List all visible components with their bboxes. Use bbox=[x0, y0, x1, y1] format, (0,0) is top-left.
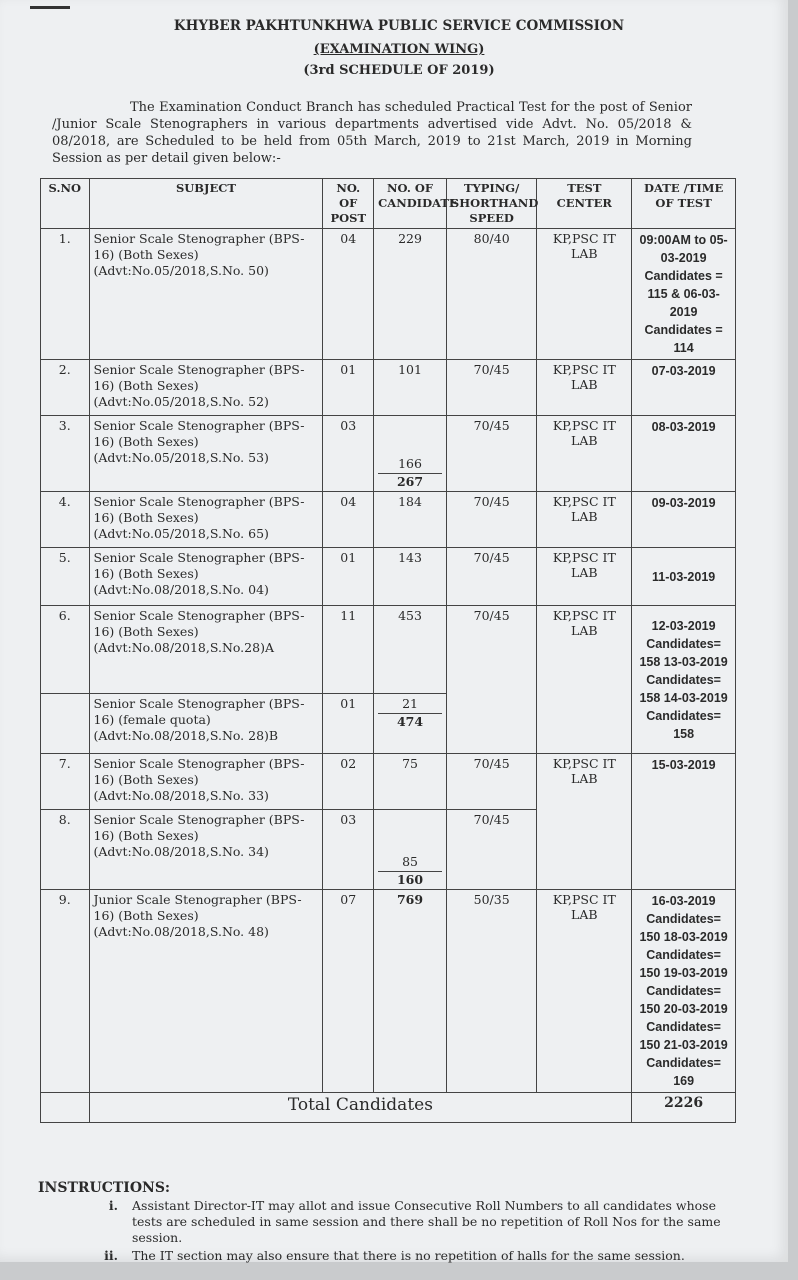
row-candidates: 229 bbox=[374, 229, 447, 360]
group-subtotal: 474 bbox=[378, 713, 442, 729]
row-sno: 3. bbox=[41, 416, 90, 492]
row-subject: Senior Scale Stenographer (BPS-16) (Both Sexes) (Advt:No.08/2018,S.No. 04) bbox=[89, 548, 323, 606]
row-subject: Senior Scale Stenographer (BPS-16) (Both Sexes) (Advt:No.05/2018,S.No. 53) bbox=[89, 416, 323, 492]
row-date: 08-03-2019 bbox=[632, 416, 736, 492]
col-header-candidates: NO. OF CANDIDATE bbox=[374, 179, 447, 229]
row-date: 12-03-2019 Candidates= 158 13-03-2019 Candidates= 158 14-03-2019 Candidates= 158 bbox=[632, 606, 736, 754]
row-subject: Senior Scale Stenographer (BPS-16) (Both Sexes) (Advt:No.08/2018,S.No.28)A bbox=[89, 606, 323, 694]
row-candidates bbox=[374, 810, 447, 890]
row-speed: 70/45 bbox=[446, 548, 536, 606]
row-speed: 50/35 bbox=[446, 890, 536, 1093]
row-date: 16-03-2019 Candidates= 150 18-03-2019 Candidates= 150 19-03-2019 Candidates= 150 20-03-2019 Candidates= 150 21-03-2019 Candidates= 169 bbox=[632, 890, 736, 1093]
row-candidates: 101 bbox=[374, 360, 447, 416]
row-posts: 02 bbox=[323, 754, 374, 810]
table-row bbox=[41, 890, 736, 1093]
org-title: KHYBER PAKHTUNKHWA PUBLIC SERVICE COMMISSION bbox=[173, 18, 625, 34]
row-speed: 70/45 bbox=[446, 360, 536, 416]
intro-text: The Examination Conduct Branch has scheduled Practical Test for the post of Senior /Junior Scale Stenographers in various departments advertised vide Advt. No. 05/2018 & 08/2018, are Scheduled to be held from 05th March, 2019 to 21st March, 2019 in Morning Session as per detail given below:- bbox=[52, 100, 692, 166]
table-row bbox=[41, 229, 736, 360]
row-sno bbox=[41, 694, 90, 754]
col-header-posts: NO. OF POST bbox=[323, 179, 374, 229]
row-center: KP,PSC IT LAB bbox=[537, 890, 632, 1093]
row-subject: Senior Scale Stenographer (BPS-16) (female quota) (Advt:No.08/2018,S.No. 28)B bbox=[89, 694, 323, 754]
total-spacer bbox=[41, 1093, 90, 1123]
row-posts: 11 bbox=[323, 606, 374, 694]
row-speed: 70/45 bbox=[446, 416, 536, 492]
row-center: KP,PSC IT LAB bbox=[537, 606, 632, 754]
row-candidates: 143 bbox=[374, 548, 447, 606]
row-center: KP,PSC IT LAB bbox=[537, 416, 632, 492]
group-subtotal: 267 bbox=[378, 473, 442, 489]
row-date: 09:00AM to 05-03-2019 Candidates = 115 & 06-03-2019 Candidates = 114 bbox=[632, 229, 736, 360]
row-sno: 5. bbox=[41, 548, 90, 606]
instructions bbox=[38, 1180, 738, 1264]
row-center: KP,PSC IT LAB bbox=[537, 229, 632, 360]
row-center: KP,PSC IT LAB bbox=[537, 754, 632, 890]
row-posts: 04 bbox=[323, 492, 374, 548]
row-subject: Senior Scale Stenographer (BPS-16) (Both Sexes) (Advt:No.05/2018,S.No. 65) bbox=[89, 492, 323, 548]
row-sno: 1. bbox=[41, 229, 90, 360]
row-posts: 01 bbox=[323, 694, 374, 754]
row-date: 15-03-2019 bbox=[632, 754, 736, 890]
col-header-speed: TYPING/ SHORTHAND SPEED bbox=[446, 179, 536, 229]
corner-mark bbox=[30, 6, 70, 9]
row-speed: 70/45 bbox=[446, 492, 536, 548]
instruction-text: The IT section may also ensure that there is no repetition of halls for the same session. bbox=[132, 1248, 685, 1263]
instructions-title: INSTRUCTIONS: bbox=[38, 1180, 171, 1196]
row-sno: 6. bbox=[41, 606, 90, 694]
row-posts: 07 bbox=[323, 890, 374, 1093]
intro-paragraph bbox=[52, 99, 692, 167]
table-row bbox=[41, 360, 736, 416]
total-label: Total Candidates bbox=[89, 1093, 632, 1123]
row-candidates: 453 bbox=[374, 606, 447, 694]
row-candidates-value: 166 bbox=[398, 456, 422, 471]
row-candidates: 75 bbox=[374, 754, 447, 810]
row-subject: Junior Scale Stenographer (BPS-16) (Both Sexes) (Advt:No.08/2018,S.No. 48) bbox=[89, 890, 323, 1093]
row-speed: 70/45 bbox=[446, 810, 536, 890]
total-value: 2226 bbox=[632, 1093, 736, 1123]
row-subject: Senior Scale Stenographer (BPS-16) (Both Sexes) (Advt:No.08/2018,S.No. 34) bbox=[89, 810, 323, 890]
document-header bbox=[0, 18, 798, 78]
row-candidates-value: 85 bbox=[402, 854, 418, 869]
row-center: KP,PSC IT LAB bbox=[537, 548, 632, 606]
instruction-number: ii. bbox=[104, 1248, 118, 1263]
row-sno: 8. bbox=[41, 810, 90, 890]
row-posts: 04 bbox=[323, 229, 374, 360]
row-speed: 70/45 bbox=[446, 606, 536, 754]
row-sno: 9. bbox=[41, 890, 90, 1093]
row-speed: 70/45 bbox=[446, 754, 536, 810]
row-candidates bbox=[374, 694, 447, 754]
row-posts: 01 bbox=[323, 360, 374, 416]
row-date: 09-03-2019 bbox=[632, 492, 736, 548]
row-posts: 03 bbox=[323, 416, 374, 492]
instruction-number: i. bbox=[108, 1198, 118, 1213]
row-candidates-value: 21 bbox=[402, 696, 418, 711]
row-sno: 7. bbox=[41, 754, 90, 810]
table-row bbox=[41, 416, 736, 492]
instruction-item bbox=[38, 1198, 738, 1246]
row-subject: Senior Scale Stenographer (BPS-16) (Both Sexes) (Advt:No.08/2018,S.No. 33) bbox=[89, 754, 323, 810]
schedule-title: (3rd SCHEDULE OF 2019) bbox=[303, 63, 495, 78]
instruction-text: Assistant Director-IT may allot and issue Consecutive Roll Numbers to all candidates whose tests are scheduled in same session and there shall be no repetition of Roll Nos for the same session. bbox=[132, 1198, 721, 1245]
row-posts: 01 bbox=[323, 548, 374, 606]
table-row bbox=[41, 548, 736, 606]
row-sno: 2. bbox=[41, 360, 90, 416]
col-header-subject: SUBJECT bbox=[89, 179, 323, 229]
row-date: 11-03-2019 bbox=[632, 548, 736, 606]
row-candidates: 769 bbox=[374, 890, 447, 1093]
col-header-center: TEST CENTER bbox=[537, 179, 632, 229]
instruction-item bbox=[38, 1248, 738, 1264]
row-center: KP,PSC IT LAB bbox=[537, 360, 632, 416]
wing-title: (EXAMINATION WING) bbox=[313, 42, 485, 57]
row-subject: Senior Scale Stenographer (BPS-16) (Both Sexes) (Advt:No.05/2018,S.No. 50) bbox=[89, 229, 323, 360]
row-sno: 4. bbox=[41, 492, 90, 548]
table-row bbox=[41, 492, 736, 548]
row-posts: 03 bbox=[323, 810, 374, 890]
table-header-row bbox=[41, 179, 736, 229]
group-subtotal: 160 bbox=[378, 871, 442, 887]
row-date: 07-03-2019 bbox=[632, 360, 736, 416]
row-center: KP,PSC IT LAB bbox=[537, 492, 632, 548]
row-candidates bbox=[374, 416, 447, 492]
row-subject: Senior Scale Stenographer (BPS-16) (Both Sexes) (Advt:No.05/2018,S.No. 52) bbox=[89, 360, 323, 416]
total-row bbox=[41, 1093, 736, 1123]
schedule-table bbox=[40, 178, 736, 1123]
row-candidates: 184 bbox=[374, 492, 447, 548]
table-row bbox=[41, 754, 736, 810]
row-speed: 80/40 bbox=[446, 229, 536, 360]
col-header-sno: S.NO bbox=[41, 179, 90, 229]
col-header-date: DATE /TIME OF TEST bbox=[632, 179, 736, 229]
table-row bbox=[41, 606, 736, 694]
